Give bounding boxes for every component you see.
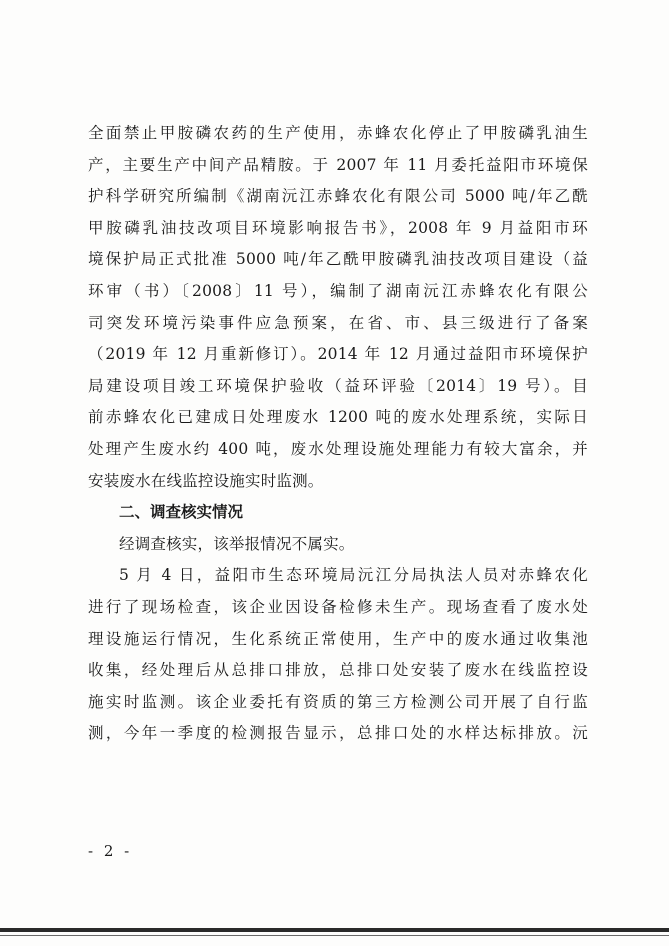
conclusion-text: 经调查核实，该举报情况不属实。 <box>119 534 355 553</box>
text-line: 司突发环境污染事件应急预案，在省、市、县三级进行了备案 <box>88 313 588 332</box>
text-line: 产，主要生产中间产品精胺。于 2007 年 11 月委托益阳市环境保 <box>88 155 588 174</box>
document-body <box>88 118 588 750</box>
section-heading: 二、调查核实情况 <box>119 503 244 522</box>
bottom-border <box>0 928 669 932</box>
text-line: 测，今年一季度的检测报告显示，总排口处的水样达标排放。沅 <box>88 724 588 743</box>
bottom-border-thin <box>0 935 669 936</box>
text-line: 进行了现场检查，该企业因设备检修未生产。现场查看了废水处 <box>88 597 588 616</box>
text-line: 5 月 4 日，益阳市生态环境局沅江分局执法人员对赤蜂农化 <box>119 566 588 585</box>
text-line: 甲胺磷乳油技改项目环境影响报告书》，2008 年 9 月益阳市环 <box>88 218 588 237</box>
page-number: - 2 - <box>88 842 133 860</box>
text-line: 施实时监测。该企业委托有资质的第三方检测公司开展了自行监 <box>88 692 588 711</box>
text-line: 境保护局正式批准 5000 吨/年乙酰甲胺磷乳油技改项目建设（益 <box>88 250 588 269</box>
text-line: 环审（书）〔2008〕11 号），编制了湖南沅江赤蜂农化有限公 <box>88 281 588 300</box>
text-line: 全面禁止甲胺磷农药的生产使用，赤蜂农化停止了甲胺磷乳油生 <box>88 124 588 142</box>
text-line: 护科学研究所编制《湖南沅江赤蜂农化有限公司 5000 吨/年乙酰 <box>88 187 588 206</box>
text-line: 前赤蜂农化已建成日处理废水 1200 吨的废水处理系统，实际日 <box>88 408 588 427</box>
text-line: 处理产生废水约 400 吨，废水处理设施处理能力有较大富余，并 <box>88 439 588 458</box>
text-line: （2019 年 12 月重新修订）。2014 年 12 月通过益阳市环境保护 <box>88 345 588 364</box>
text-line: 安装废水在线监控设施实时监测。 <box>88 471 324 490</box>
text-line: 局建设项目竣工环境保护验收（益环评验〔2014〕19 号）。目 <box>88 376 588 395</box>
text-line: 收集，经处理后从总排口排放，总排口处安装了废水在线监控设 <box>88 661 588 680</box>
text-line: 理设施运行情况，生化系统正常使用，生产中的废水通过收集池 <box>88 629 588 648</box>
